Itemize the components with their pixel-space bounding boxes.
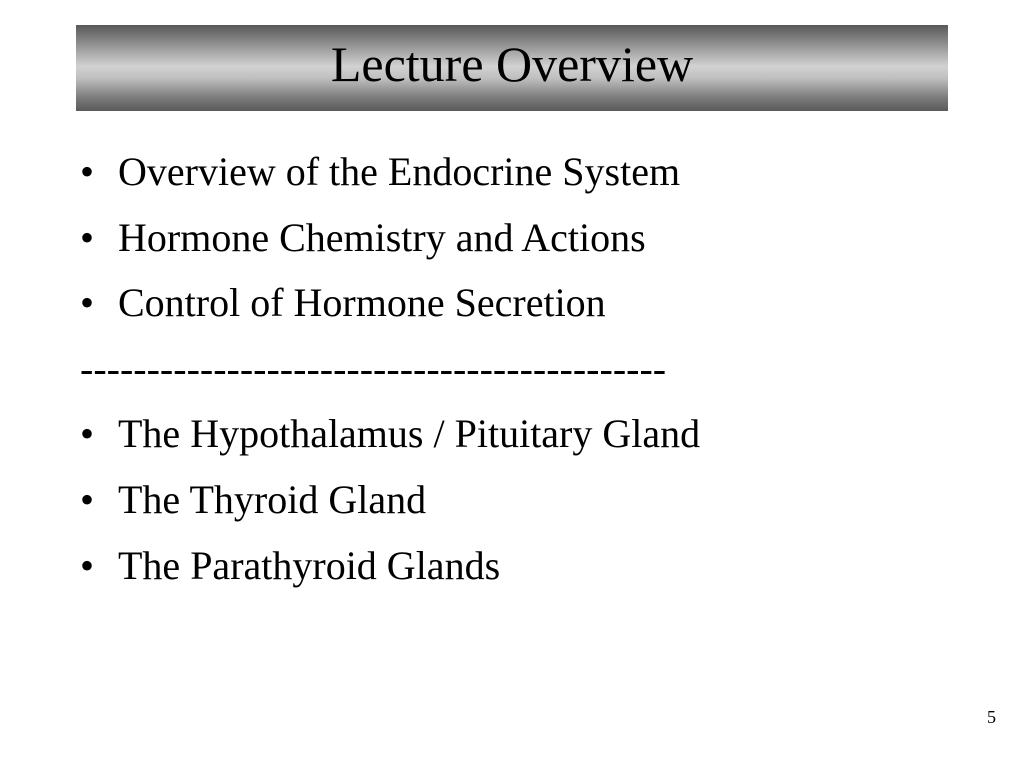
list-item xyxy=(80,214,980,280)
bullet-icon: • xyxy=(80,280,95,326)
list-item-text: The Thyroid Gland xyxy=(118,476,427,522)
page-number: 5 xyxy=(987,707,996,727)
list-item xyxy=(80,476,980,542)
slide-title: Lecture Overview xyxy=(330,36,694,92)
list-item xyxy=(80,148,980,214)
list-item-text: Overview of the Endocrine System xyxy=(118,149,681,194)
title-bar xyxy=(76,25,948,111)
list-item-text: Control of Hormone Secretion xyxy=(118,280,606,326)
list-item-text: The Parathyroid Glands xyxy=(118,542,501,588)
list-item-text: The Hypothalamus / Pituitary Gland xyxy=(118,411,701,457)
list-item xyxy=(80,279,980,345)
list-item xyxy=(80,542,980,608)
bullet-icon: • xyxy=(80,476,95,522)
bullet-list xyxy=(80,148,980,607)
divider-dashes: -------------------------------------------- xyxy=(80,345,667,391)
bullet-icon: • xyxy=(80,214,95,260)
bullet-icon: • xyxy=(80,542,95,588)
list-item xyxy=(80,410,980,476)
section-divider xyxy=(80,345,980,411)
list-item-text: Hormone Chemistry and Actions xyxy=(118,214,646,260)
bullet-icon: • xyxy=(80,149,95,194)
bullet-icon: • xyxy=(80,411,95,457)
